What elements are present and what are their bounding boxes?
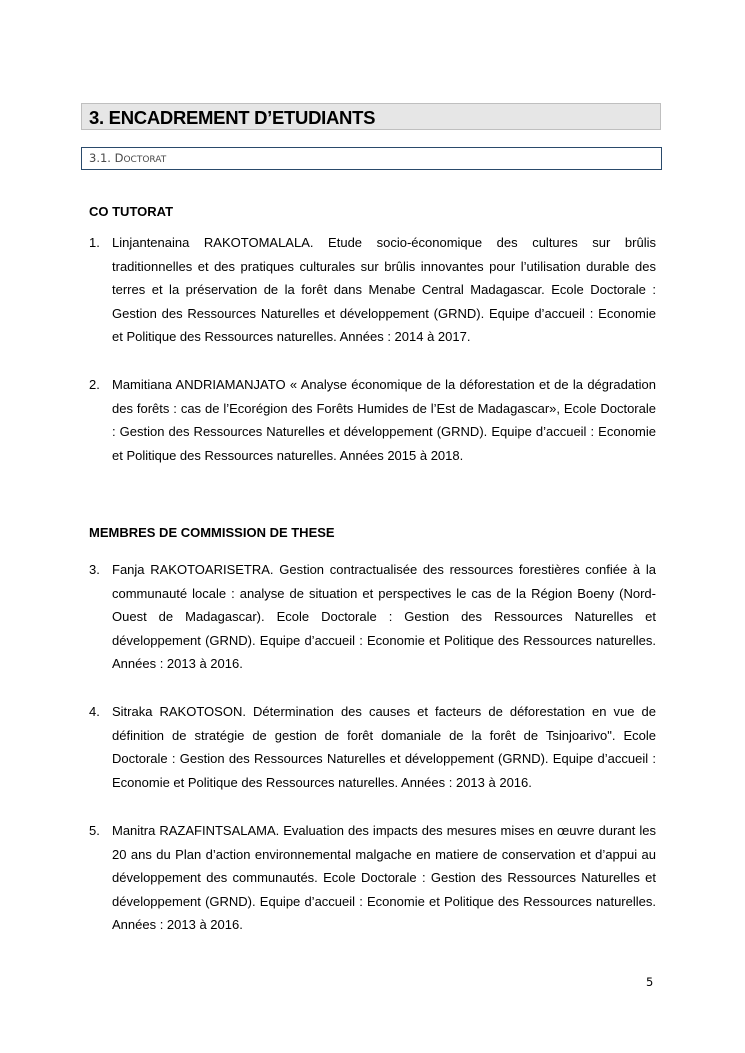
list-item-text: Sitraka RAKOTOSON. Détermination des causes et facteurs de déforestation en vue de définition de stratégie de gestion de forêt domaniale de la forêt de Tsinjoarivo". Ecole Doctorale : Gestion des Ressources Naturelles et développement (GRND). Equipe d’accueil : Economie et Politique des Ressources naturelles. Années : 2013 à 2016. [112, 704, 656, 790]
subsection-first-letter: D [114, 151, 124, 165]
section-header [81, 103, 661, 130]
subsection-rest: OCTORAT [123, 155, 167, 165]
subsection-number: 3.1. [89, 151, 115, 165]
subsection-header [81, 147, 662, 170]
list-item-text: Fanja RAKOTOARISETRA. Gestion contractualisée des ressources forestières confiée à la communauté locale : analyse de situation et perspectives le cas de la Région Boeny (Nord-Ouest de Madagascar). Ecole Doctorale : Gestion des Ressources Naturelles et développement (GRND). Equipe d’accueil : Economie et Politique des Ressources naturelles. Années : 2013 à 2016. [112, 562, 656, 672]
group-heading-co-tutorat: CO TUTORAT [89, 204, 174, 219]
page-number: 5 [646, 975, 654, 989]
list-item [89, 231, 656, 349]
list-item [89, 700, 656, 794]
list-item-text: Linjantenaina RAKOTOMALALA. Etude socio-économique des cultures sur brûlis traditionnelles et des pratiques culturales sur brûlis innovantes pour l’utilisation durable des terres et la préservation de la forêt dans Menabe Central Madagascar. Ecole Doctorale : Gestion des Ressources Naturelles et développement (GRND). Equipe d’accueil : Economie et Politique des Ressources naturelles. Années : 2014 à 2017. [112, 235, 656, 345]
list-item-number: 2. [89, 377, 100, 392]
list-item-number: 3. [89, 562, 100, 577]
list-item [89, 558, 656, 676]
list-item-number: 4. [89, 704, 100, 719]
section-title: 3. ENCADREMENT D’ETUDIANTS [89, 107, 376, 128]
subsection-title [89, 151, 166, 165]
list-item [89, 819, 656, 937]
group-heading-commission: MEMBRES DE COMMISSION DE THESE [89, 525, 335, 540]
list-item-text: Mamitiana ANDRIAMANJATO « Analyse économique de la déforestation et de la dégradation des forêts : cas de l’Ecorégion des Forêts Humides de l’Est de Madagascar», Ecole Doctorale : Gestion des Ressources Naturelles et développement (GRND). Equipe d’accueil : Economie et Politique des Ressources naturelles. Années 2015 à 2018. [112, 377, 656, 463]
list-item-number: 5. [89, 823, 100, 838]
list-item [89, 373, 656, 467]
list-item-text: Manitra RAZAFINTSALAMA. Evaluation des impacts des mesures mises en œuvre durant les 20 ans du Plan d’action environnemental malgache en matiere de conservation et d’appui au développement des communautés. Ecole Doctorale : Gestion des Ressources Naturelles et développement (GRND). Equipe d’accueil : Economie et Politique des Ressources naturelles. Années : 2013 à 2016. [112, 823, 656, 933]
list-item-number: 1. [89, 235, 100, 250]
